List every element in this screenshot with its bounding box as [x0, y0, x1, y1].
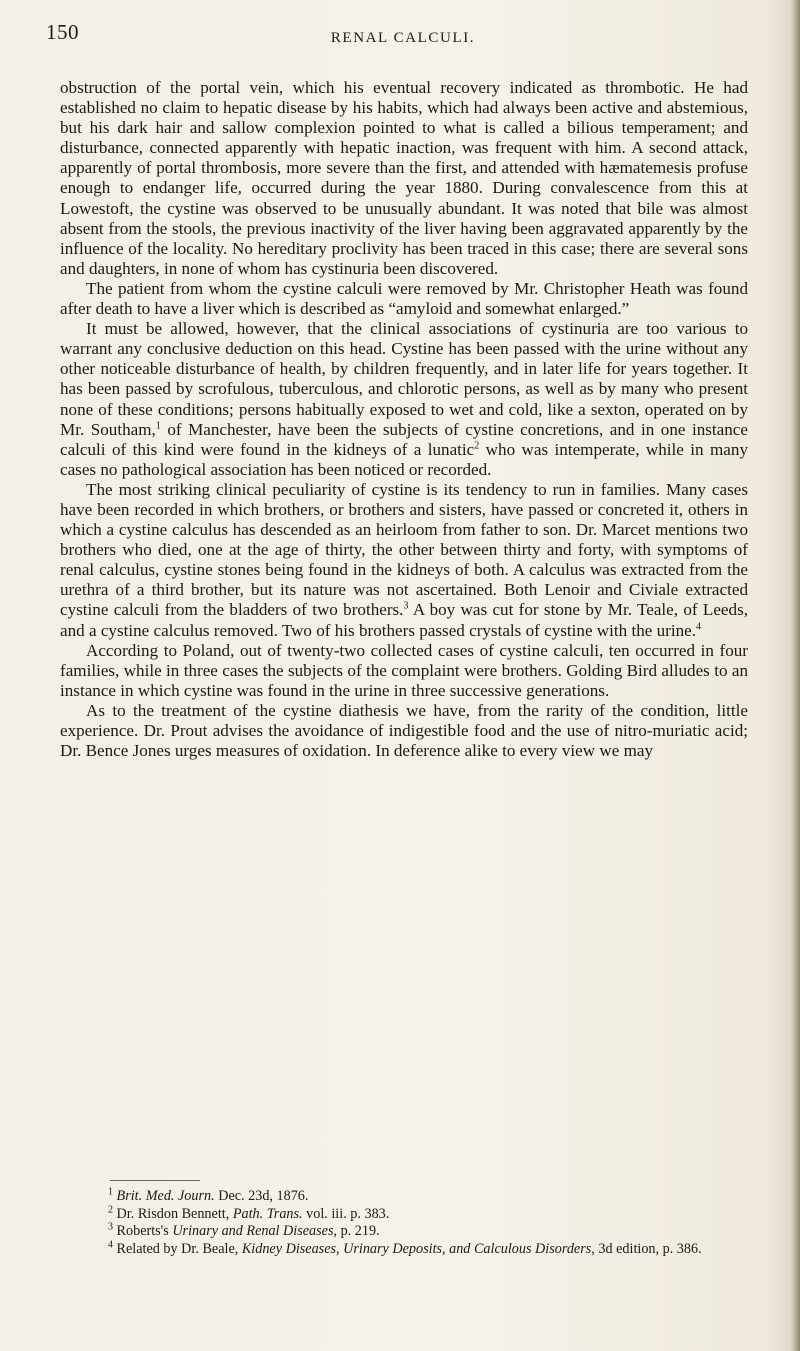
footnote-number: 1 [108, 1186, 113, 1198]
paragraph-text: of Manchester, have been the subjects of cystine concretions, and in one instance calculi of this kind were found in the kidneys of a lunatic [60, 419, 748, 459]
paragraph-text: It must be allowed, however, that the clinical associations of cystinuria are too various to warrant any conclusive deduction on this head. Cystine has been passed with the urine without any other noticeable disturbance of health, by children frequently, and in later life for years together. It has been passed by scrofulous, tuberculous, and chlorotic persons, as well as by many who present none of these conditions; persons habitually exposed to wet and cold, like a sexton, operated on by Mr. Southam, [60, 319, 748, 439]
footnote-text: Dec. 23d, 1876. [214, 1188, 309, 1204]
paragraph: obstruction of the portal vein, which his eventual recovery indicated as thrombotic. He had established no claim to hepatic disease by his habits, which had always been active and abstemious, but his dark hair and sallow complexion pointed to what is called a bilious temperament; and disturbance, connected apparently with hepatic inaction, was frequent with him. A second attack, apparently of portal thrombosis, more severe than the first, and attended with hæmatemesis profuse enough to endanger life, occurred during the year 1880. During convalescence from this at Lowestoft, the cystine was observed to be unusually abundant. It was noted that bile was almost absent from the stools, the previous inactivity of the liver having been aggravated apparently by the influence of the locality. No hereditary proclivity has been traced in this case; there are several sons and daughters, in none of whom has cystinuria been discovered. [60, 78, 748, 278]
paragraph-text: A boy was cut for stone by Mr. Teale, of Leeds, and a cystine calculus removed. Two of his brothers passed crystals of cystine with the urine. [60, 600, 748, 640]
paragraph [60, 480, 748, 641]
page-header [46, 20, 760, 64]
footnote-number: 4 [108, 1239, 113, 1251]
paragraph: The patient from whom the cystine calculi were removed by Mr. Christopher Heath was found after death to have a liver which is described as “amyloid and somewhat enlarged.” [60, 278, 748, 319]
paragraph-text: who was intemperate, while in many cases no pathological association has been noticed or recorded. [60, 439, 748, 479]
paragraph: As to the treatment of the cystine diathesis we have, from the rarity of the condition, little experience. Dr. Prout advises the avoidance of indigestible food and the use of nitro-muriatic acid; Dr. Bence Jones urges measures of oxidation. In deference alike to every view we may [60, 700, 748, 761]
footnote-title: Kidney Diseases, Urinary Deposits, and Calculous Disorders [241, 1240, 592, 1257]
footnote-title: Path. Trans. [232, 1205, 303, 1222]
footnotes [108, 1188, 748, 1258]
footnote [108, 1241, 748, 1259]
footnote-text: , 3d edition, p. 386. [591, 1240, 702, 1257]
footnote-number: 3 [108, 1221, 113, 1233]
footnote-text: vol. iii. p. 383. [302, 1205, 390, 1222]
footnote-rule [110, 1180, 200, 1181]
body-text [60, 78, 748, 761]
running-head: RENAL CALCULI. [330, 30, 476, 46]
footnote-mark: 3 [403, 600, 409, 612]
footnote [108, 1223, 748, 1241]
paragraph [60, 319, 748, 480]
page-edge-shadow [790, 0, 800, 1351]
footnote-text: Roberts's [116, 1223, 173, 1240]
footnote-mark: 1 [155, 419, 161, 431]
paragraph-text: The most striking clinical peculiarity of cystine is its tendency to run in families. Many cases have been recorded in which brothers, or brothers and sisters, have passed or concreted it, others in which a cystine calculus has descended as an heirloom from father to son. Dr. Marcet mentions two brothers who died, one at the age of thirty, the other between thirty and forty, with symptoms of renal calculus, cystine stones being found in the kidneys of both. A calculus was extracted from the urethra of a third brother, but its nature was not ascertained. Both Lenoir and Civiale extracted cystine calculi from the bladders of two brothers. [60, 479, 748, 620]
footnote-mark: 2 [474, 440, 480, 451]
footnote-text: Related by Dr. Beale, [116, 1240, 242, 1257]
footnote [108, 1203, 748, 1224]
footnote [108, 1188, 748, 1206]
footnote-text: Dr. Risdon Bennett, [116, 1205, 233, 1222]
footnote-title: Brit. Med. Journ. [116, 1188, 215, 1204]
paragraph: According to Poland, out of twenty-two collected cases of cystine calculi, ten occurred in four families, while in three cases the subjects of the complaint were brothers. Golding Bird alludes to an instance in which cystine was found in the urine in three successive generations. [60, 640, 748, 700]
footnote-mark: 4 [696, 620, 702, 632]
page-number: 150 [46, 20, 79, 44]
footnote-number: 2 [108, 1203, 113, 1215]
footnote-text: , p. 219. [333, 1223, 380, 1240]
footnote-title: Urinary and Renal Diseases [172, 1223, 334, 1240]
